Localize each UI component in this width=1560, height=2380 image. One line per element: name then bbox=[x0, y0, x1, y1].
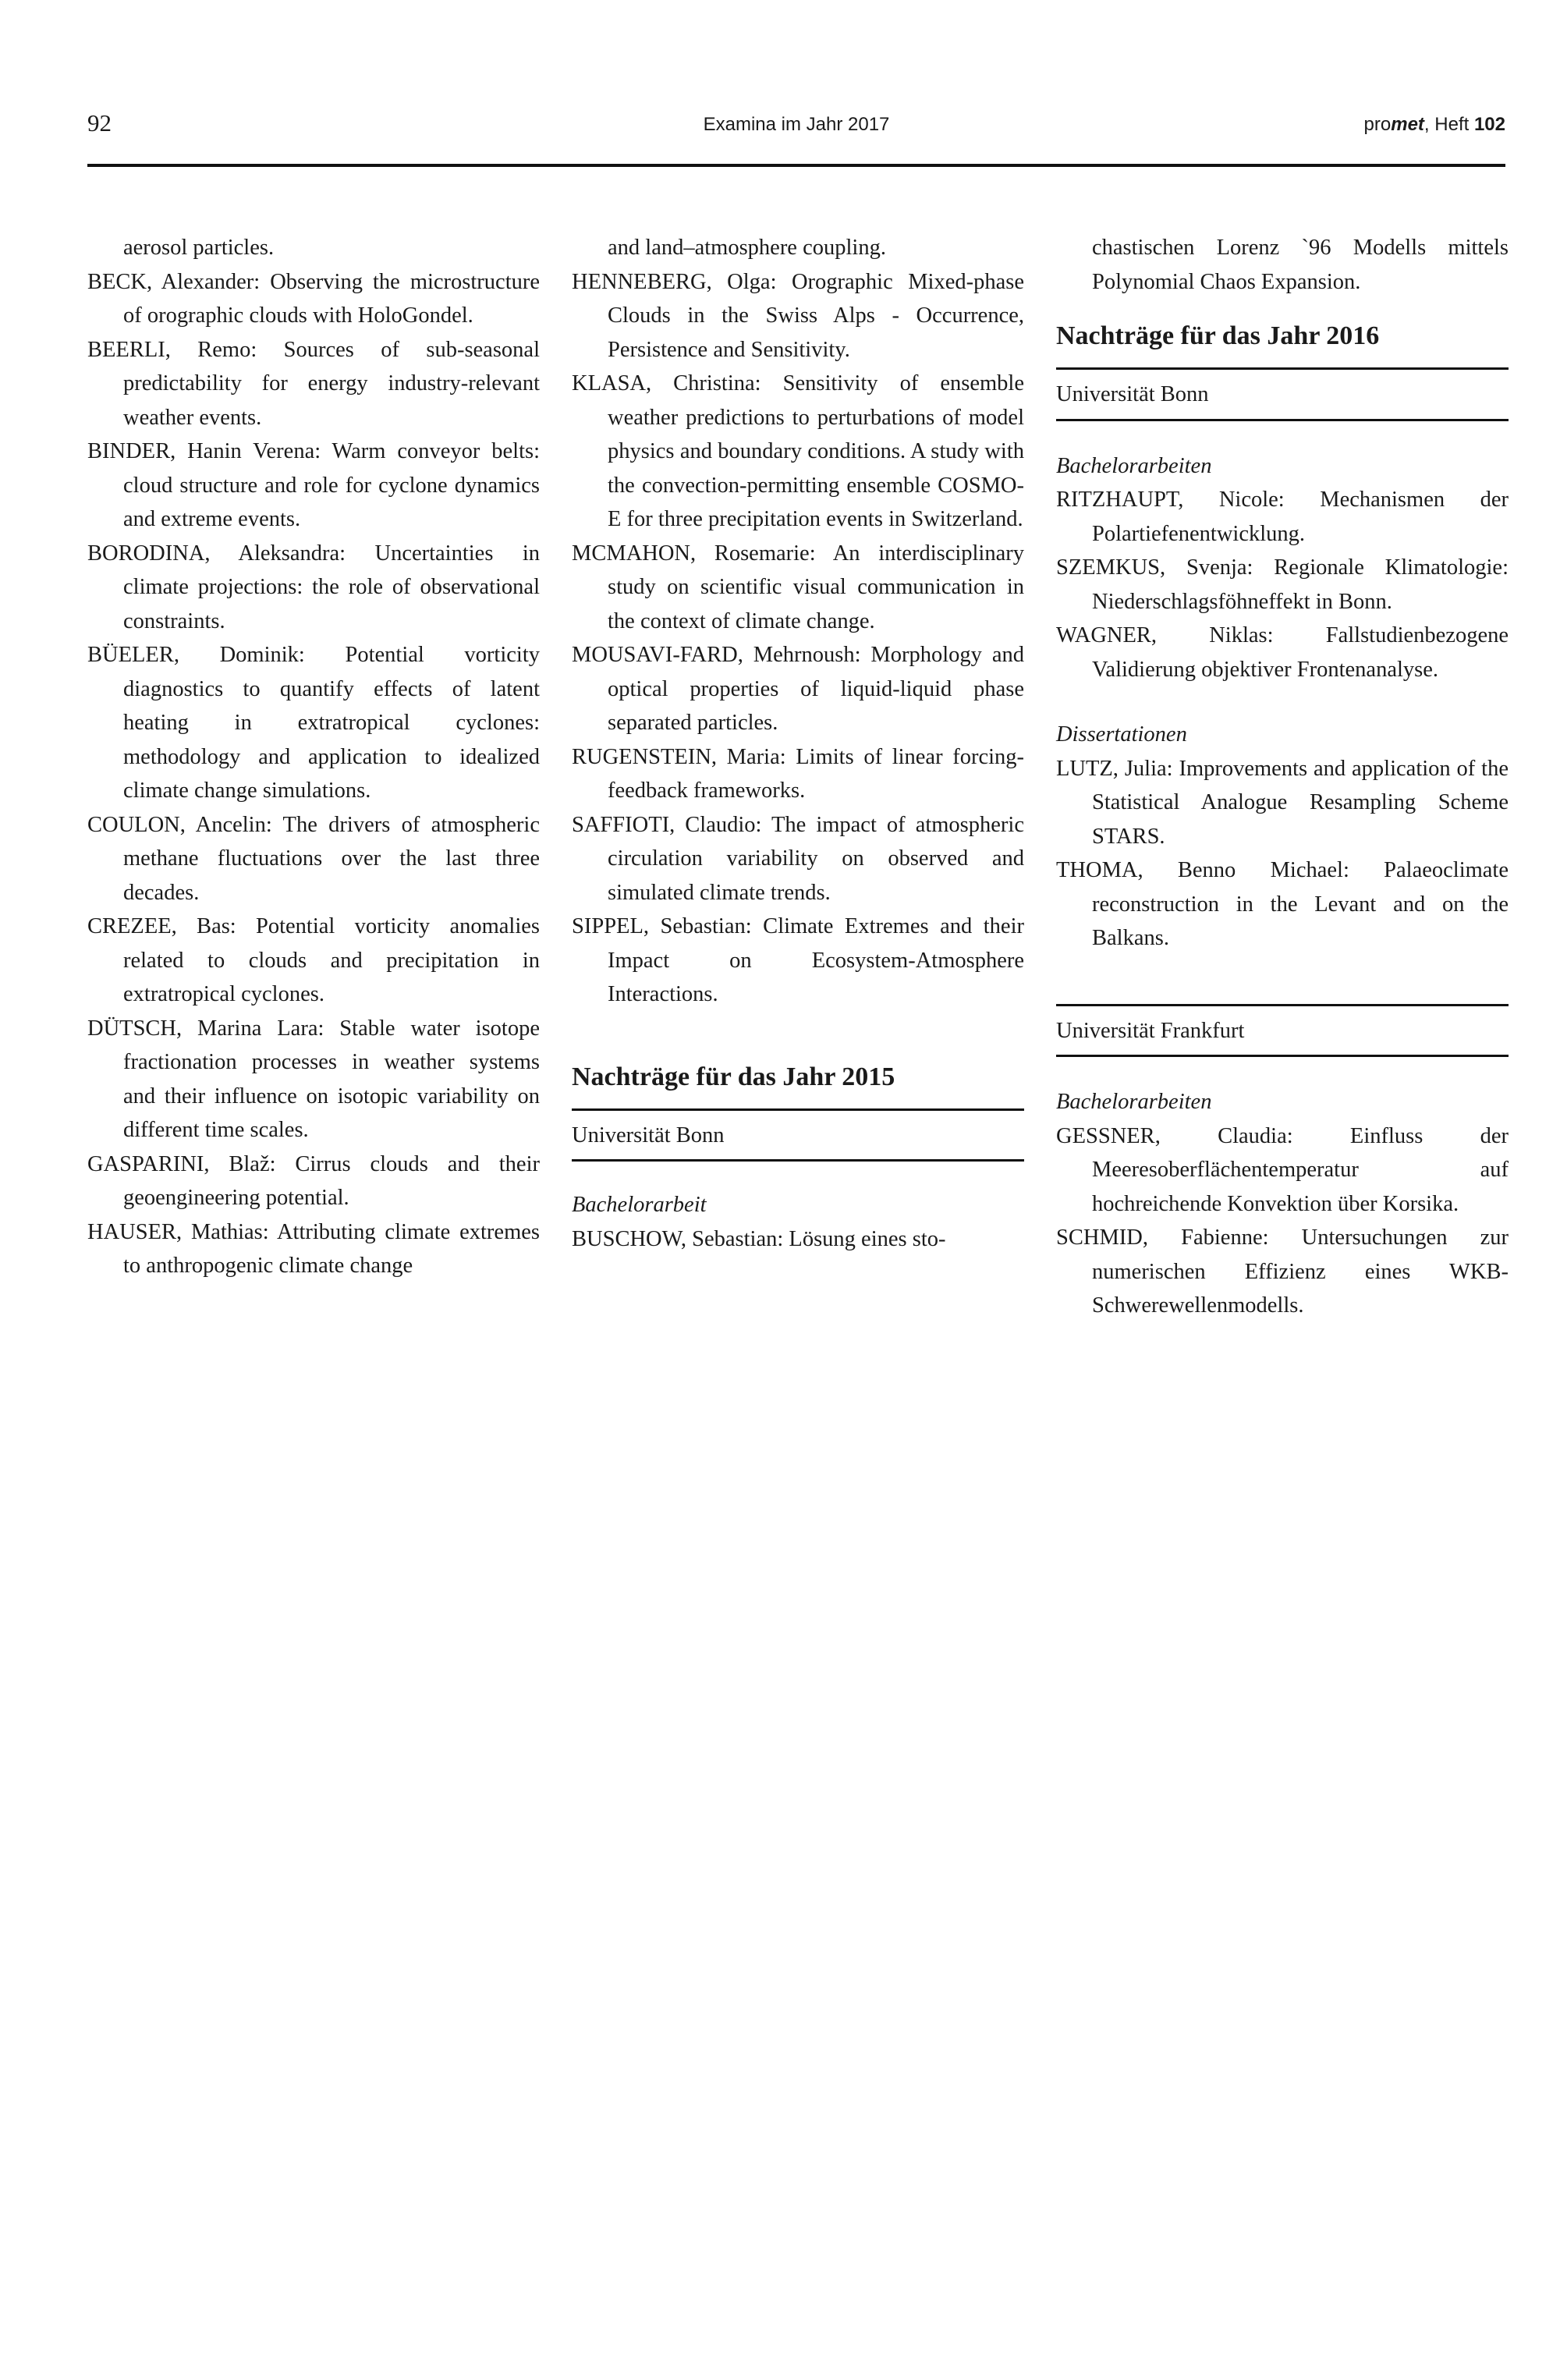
list-item: SZEMKUS, Svenja: Regionale Klimatologie: Niederschlagsföhneffekt in Bonn. bbox=[1056, 555, 1509, 614]
section-title-2016: Nachträge für das Jahr 2016 bbox=[1056, 321, 1380, 350]
list-item: GASPARINI, Blaž: Cirrus clouds and their geoengineering potential. bbox=[87, 1151, 540, 1210]
list-item: BORODINA, Aleksandra: Uncertainties in climate projections: the role of observational constraints. bbox=[87, 541, 540, 633]
list-item: MOUSAVI-FARD, Mehrnoush: Morphology and optical properties of liquid-liquid phase separated particles. bbox=[572, 643, 1024, 735]
column-1 bbox=[87, 231, 540, 1283]
list-item: BEERLI, Remo: Sources of sub-seasonal predictability for energy industry-relevant weather events. bbox=[87, 337, 540, 430]
list-item: aerosol particles. bbox=[123, 236, 275, 260]
section-title-2015: Nachträge für das Jahr 2015 bbox=[572, 1062, 895, 1091]
journal-prefix: pro bbox=[1363, 114, 1392, 135]
journal-met: met bbox=[1391, 114, 1424, 135]
list-item: RITZHAUPT, Nicole: Mechanismen der Polartiefenentwicklung. bbox=[1056, 488, 1509, 546]
column-2 bbox=[572, 231, 1024, 1256]
subheading: Bachelorarbeiten bbox=[1056, 1090, 1212, 1114]
subheading: Bachelorarbeit bbox=[572, 1193, 707, 1217]
list-item: and land–atmosphere coupling. bbox=[608, 236, 886, 260]
university-heading: Universität Bonn bbox=[1056, 382, 1209, 406]
list-item: HENNEBERG, Olga: Orographic Mixed-phase Clouds in the Swiss Alps - Occurrence, Persistence and Sensitivity. bbox=[572, 269, 1024, 362]
list-item: chastischen Lorenz `96 Modells mittels Polynomial Chaos Expansion. bbox=[1092, 236, 1509, 294]
list-item: LUTZ, Julia: Improvements and application of the Statistical Analogue Resampling Scheme STARS. bbox=[1056, 756, 1509, 849]
header-rule bbox=[87, 164, 1505, 167]
list-item: SIPPEL, Sebastian: Climate Extremes and their Impact on Ecosystem-Atmosphere Interactions. bbox=[572, 914, 1024, 1006]
list-item: BUSCHOW, Sebastian: Lösung eines sto- bbox=[572, 1226, 946, 1251]
list-item: CREZEE, Bas: Potential vorticity anomalies related to clouds and precipitation in extratropical cyclones. bbox=[87, 914, 540, 1006]
journal-issue-label: , Heft bbox=[1424, 114, 1474, 135]
page-header bbox=[87, 109, 1505, 148]
list-item: BECK, Alexander: Observing the microstructure of orographic clouds with HoloGondel. bbox=[87, 269, 540, 328]
list-item: SCHMID, Fabienne: Untersuchungen zur numerischen Effizienz eines WKB-Schwerewellenmodells. bbox=[1056, 1225, 1509, 1318]
journal-reference bbox=[1364, 114, 1505, 136]
list-item: MCMAHON, Rosemarie: An interdisciplinary study on scientific visual communication in the context of climate change. bbox=[572, 541, 1024, 633]
subheading: Dissertationen bbox=[1056, 722, 1187, 747]
list-item: HAUSER, Mathias: Attributing climate extremes to anthropogenic climate change bbox=[87, 1219, 540, 1278]
university-heading: Universität Frankfurt bbox=[1056, 1018, 1245, 1043]
list-item: THOMA, Benno Michael: Palaeoclimate reconstruction in the Levant and on the Balkans. bbox=[1056, 858, 1509, 950]
list-item: COULON, Ancelin: The drivers of atmospheric methane fluctuations over the last three decades. bbox=[87, 812, 540, 905]
list-item: DÜTSCH, Marina Lara: Stable water isotope fractionation processes in weather systems and their influence on isotopic variability on different time scales. bbox=[87, 1016, 540, 1142]
university-heading: Universität Bonn bbox=[572, 1123, 725, 1147]
list-item: WAGNER, Niklas: Fallstudienbezogene Validierung objektiver Frontenanalyse. bbox=[1056, 623, 1509, 682]
page-number: 92 bbox=[87, 109, 112, 137]
list-item: BINDER, Hanin Verena: Warm conveyor belts: cloud structure and role for cyclone dynamics and extreme events. bbox=[87, 439, 540, 531]
list-item: BÜELER, Dominik: Potential vorticity diagnostics to quantify effects of latent heating in extratropical cyclones: methodology and application to idealized climate change simulations. bbox=[87, 643, 540, 803]
list-item: SAFFIOTI, Claudio: The impact of atmospheric circulation variability on observed and simulated climate trends. bbox=[572, 812, 1024, 905]
column-3 bbox=[1056, 231, 1509, 1323]
subheading: Bachelorarbeiten bbox=[1056, 453, 1212, 478]
list-item: KLASA, Christina: Sensitivity of ensemble weather predictions to perturbations of model physics and boundary conditions. A study with the convection-permitting ensemble COSMO-E for three precipitation events in Switzerland. bbox=[572, 371, 1024, 531]
list-item: GESSNER, Claudia: Einfluss der Meeresoberflächentemperatur auf hochreichende Konvektion über Korsika. bbox=[1056, 1123, 1509, 1216]
list-item: RUGENSTEIN, Maria: Limits of linear forcing-feedback frameworks. bbox=[572, 744, 1024, 803]
running-title: Examina im Jahr 2017 bbox=[703, 114, 890, 135]
journal-issue-number: 102 bbox=[1473, 114, 1505, 135]
